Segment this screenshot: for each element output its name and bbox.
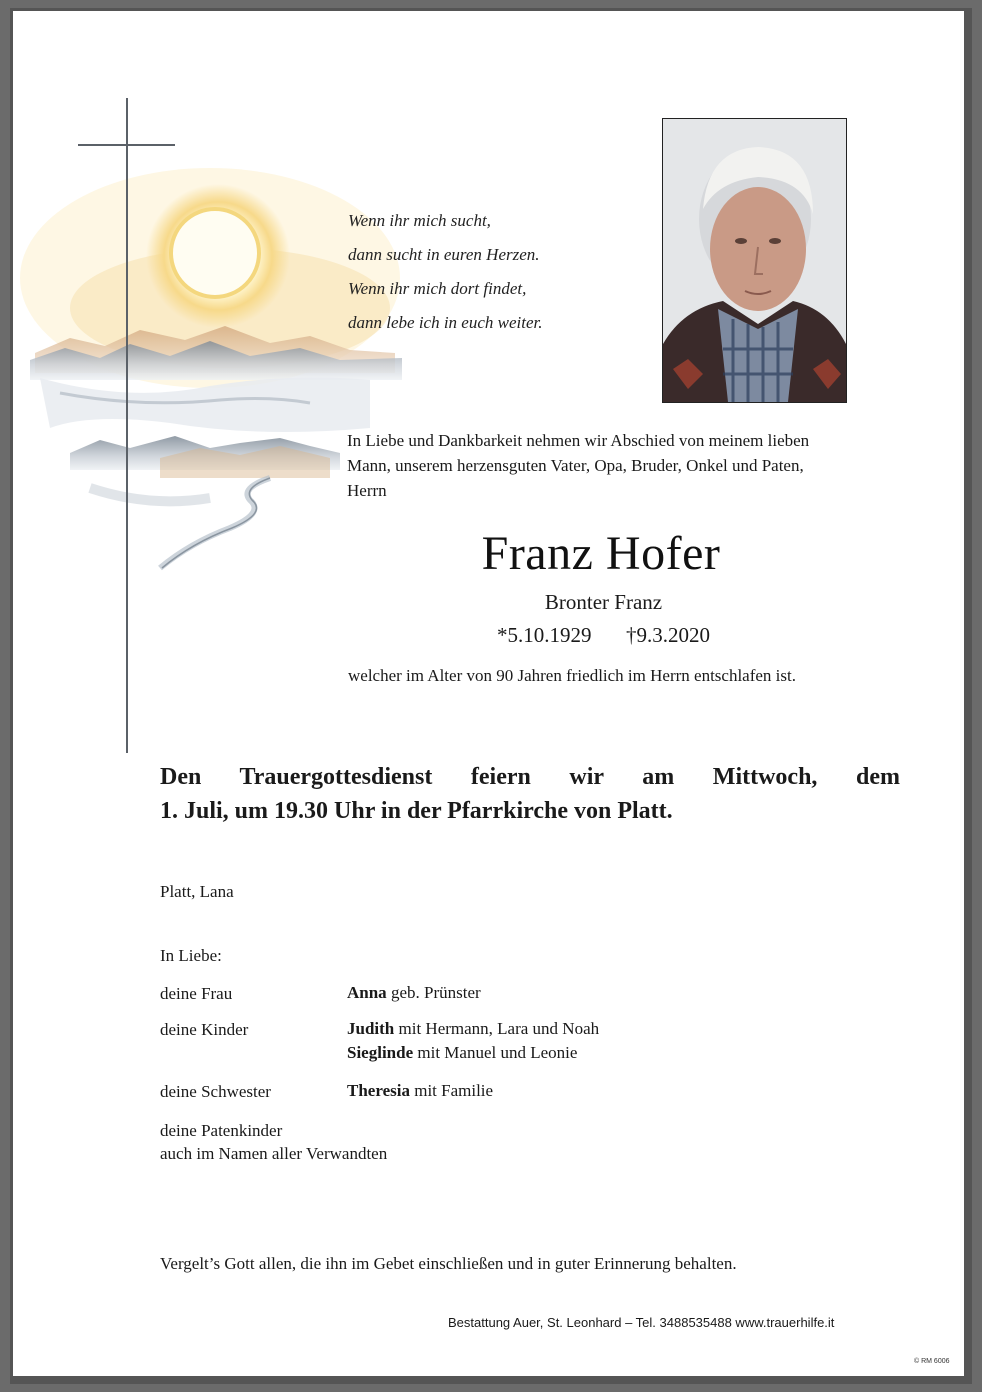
service-line: 1. Juli, um 19.30 Uhr in der Pfarrkirche von Platt.	[160, 798, 673, 824]
verse-line: dann lebe ich in euch weiter.	[348, 313, 543, 332]
sun	[171, 209, 259, 297]
thanks-line: Vergelt’s Gott allen, die ihn im Gebet einschließen und in guter Erinnerung behalten.	[160, 1254, 737, 1273]
birth-date: *5.10.1929	[497, 623, 592, 647]
intro-line: Herrn	[347, 481, 387, 500]
relation-label: deine Kinder	[160, 1020, 249, 1039]
in-love-heading: In Liebe:	[160, 946, 222, 965]
relation-label: deine Patenkinder	[160, 1121, 283, 1140]
verse-line: Wenn ihr mich dort findet,	[348, 279, 527, 298]
relation-label: auch im Namen aller Verwandten	[160, 1144, 388, 1163]
member-name: Sieglinde	[347, 1043, 414, 1062]
life-dates	[346, 623, 861, 648]
member-name: Judith	[347, 1019, 395, 1038]
verse-line: dann sucht in euren Herzen.	[348, 245, 540, 264]
member-name: Anna	[347, 983, 387, 1002]
intro-line: In Liebe und Dankbarkeit nehmen wir Abschied von meinem lieben	[347, 431, 810, 450]
winding-river	[90, 478, 270, 568]
verse-line: Wenn ihr mich sucht,	[348, 211, 491, 230]
relation-label: deine Schwester	[160, 1082, 271, 1101]
member-name: Theresia	[347, 1081, 410, 1100]
member-detail: geb. Prünster	[386, 983, 481, 1002]
obituary-sheet	[10, 8, 972, 1384]
cross-landscape-illustration	[10, 8, 410, 768]
place-line: Platt, Lana	[160, 882, 234, 901]
portrait-illustration	[663, 119, 846, 402]
member-detail: mit Hermann, Lara und Noah	[394, 1019, 600, 1038]
passing-statement: welcher im Alter von 90 Jahren friedlich im Herrn entschlafen ist.	[348, 666, 796, 685]
deceased-name: Franz Hofer	[481, 527, 721, 580]
service-line: Den Trauergottesdienst feiern wir am Mittwoch, dem	[160, 764, 900, 790]
member-detail: mit Manuel und Leonie	[413, 1043, 578, 1062]
relation-label: deine Frau	[160, 984, 233, 1003]
intro-text	[347, 428, 907, 503]
family-members	[347, 1017, 599, 1065]
family-members	[347, 981, 481, 1005]
template-code: © RM 6006	[914, 1358, 950, 1365]
death-date: †9.3.2020	[626, 623, 710, 647]
memorial-verse	[348, 204, 543, 340]
mountains-near	[70, 436, 340, 478]
portrait-photo	[662, 118, 847, 403]
funeral-service-announcement	[160, 760, 900, 828]
member-detail: mit Familie	[409, 1081, 494, 1100]
family-members	[347, 1079, 493, 1103]
funeral-home-footer: Bestattung Auer, St. Leonhard – Tel. 3488535488 www.trauerhilfe.it	[448, 1315, 835, 1330]
intro-line: Mann, unserem herzensguten Vater, Opa, Bruder, Onkel und Paten,	[347, 456, 804, 475]
deceased-nickname: Bronter Franz	[544, 590, 663, 614]
